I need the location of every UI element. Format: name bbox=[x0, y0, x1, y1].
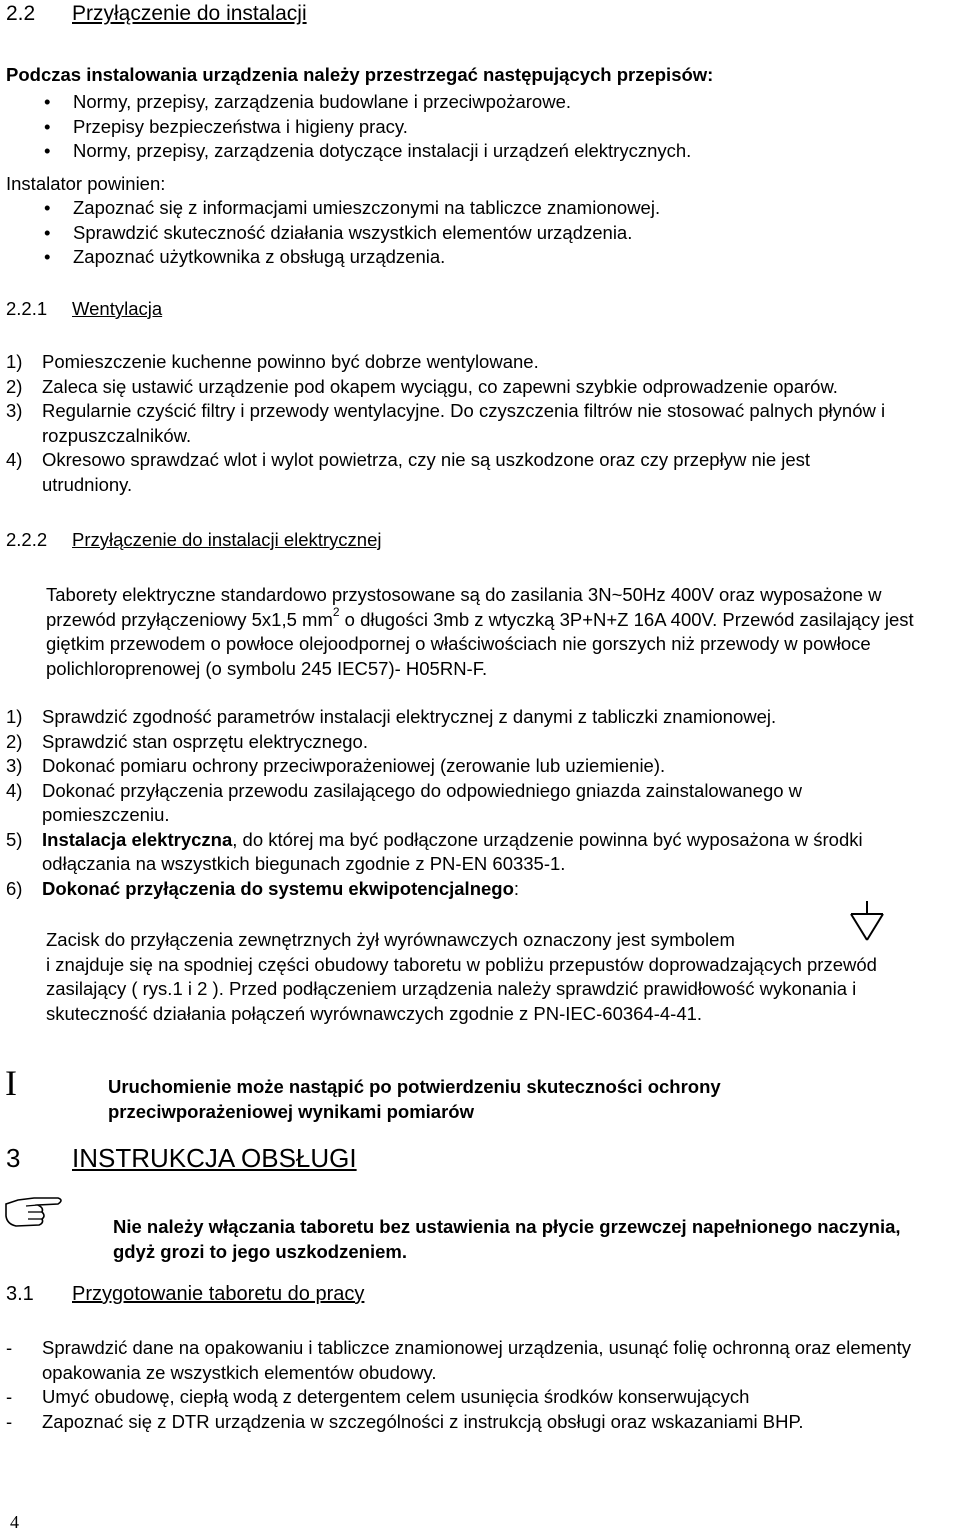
list-item: - Sprawdzić dane na opakowaniu i tabliczce znamionowej urządzenia, usunąć folię ochronną oraz elementy opakowania ze wszystkich elementów obudowy. bbox=[6, 1337, 911, 1383]
list-item: 2) Sprawdzić stan osprzętu elektrycznego. bbox=[6, 730, 368, 752]
warning-symbol: I bbox=[5, 1063, 17, 1103]
ventilation-list bbox=[6, 350, 950, 497]
section-number: 2.2.2 bbox=[6, 529, 48, 550]
list-item: • Sprawdzić skuteczność działania wszystkich elementów urządzenia. bbox=[6, 221, 950, 246]
pointing-hand-icon bbox=[4, 1190, 66, 1230]
regulations-list bbox=[6, 90, 950, 164]
electrical-paragraph: Taborety elektryczne standardowo przystosowane są do zasilania 3N~50Hz 400V oraz wyposażone w przewód przyłączeniowy 5x1,5 $mm^2$ o długości 3mb z wtyczką 3P+N+Z 16A 400V. Przewód zasilający jest giętkim przewodem o powłoce olejoodpornej o właściwościach nie gorszych niż przewody w powłoce polichloroprenowej (o symbolu 245 IEC57)- H05RN-F. bbox=[46, 584, 914, 679]
list-item: • Normy, przepisy, zarządzenia dotyczące instalacji i urządzeń elektrycznych. bbox=[6, 139, 950, 164]
list-item: 2) Zaleca się ustawić urządzenie pod okapem wyciągu, co zapewni szybkie odprowadzenie oparów. bbox=[6, 375, 838, 397]
list-item: - Umyć obudowę, ciepłą wodą z detergentem celem usunięcia środków konserwujących bbox=[6, 1386, 750, 1407]
list-item: - Zapoznać się z DTR urządzenia w szczególności z instrukcją obsługi oraz wskazaniami BHP. bbox=[6, 1410, 804, 1432]
list-item: 3) Dokonać pomiaru ochrony przeciwporażeniowej (zerowanie lub uziemienie). bbox=[6, 755, 666, 776]
installer-list bbox=[6, 196, 950, 270]
list-item: • Normy, przepisy, zarządzenia budowlane i przeciwpożarowe. bbox=[6, 90, 950, 115]
preparation-list bbox=[6, 1336, 950, 1434]
section-number: 2.2 bbox=[6, 2, 36, 25]
list-item: 6) Dokonać przyłączenia do systemu ekwipotencjalnego: bbox=[6, 877, 520, 899]
list-item: • Przepisy bezpieczeństwa i higieny pracy. bbox=[6, 115, 950, 140]
section-number: 3 bbox=[6, 1143, 21, 1173]
list-item: 1) Sprawdzić zgodność parametrów instalacji elektrycznej z danymi z tabliczki znamionowej. bbox=[6, 706, 777, 727]
section-heading-2-2-2 bbox=[6, 528, 950, 553]
section-title: INSTRUKCJA OBSŁUGI bbox=[72, 1143, 357, 1173]
section-title: Przygotowanie taboretu do pracy bbox=[72, 1283, 365, 1305]
section-heading-3-1 bbox=[6, 1282, 950, 1307]
section-heading-2-2 bbox=[6, 1, 950, 27]
list-item: • Zapoznać się z informacjami umieszczonymi na tabliczce znamionowej. bbox=[6, 196, 950, 221]
list-item: 4) Okresowo sprawdzać wlot i wylot powietrza, czy nie są uszkodzone oraz czy przepływ nie jest utrudniony. bbox=[6, 449, 811, 495]
list-item: 3) Regularnie czyścić filtry i przewody wentylacyjne. Do czyszczenia filtrów nie stosować palnych płynów i rozpuszczalników. bbox=[6, 400, 886, 446]
warning-text: Uruchomienie może nastąpić po potwierdzeniu skuteczności ochrony przeciwporażeniowej wynikami pomiarów bbox=[108, 1076, 721, 1122]
section-heading-2-2-1 bbox=[6, 297, 950, 322]
electrical-steps bbox=[6, 705, 950, 901]
list-item: 5) Instalacja elektryczna, do której ma być podłączone urządzenie powinna być wyposażona w środki odłączania na wszystkich biegunach zgodnie z PN-EN 60335-1. bbox=[6, 828, 863, 874]
list-item: 4) Dokonać przyłączenia przewodu zasilającego do odpowiedniego gniazda zainstalowanego w pomieszczeniu. bbox=[6, 779, 803, 825]
section-number: 2.2.1 bbox=[6, 298, 48, 319]
equipotential-paragraph: Zacisk do przyłączenia zewnętrznych żył wyrównawczych oznaczony jest symbolem i znajduje się na spodniej części obudowy taboretu w pobliżu przepustów doprowadzających przewód zasilający ( rys.1 i 2 ). Przed podłączeniem urządzenia należy sprawdzić prawidłowość wykonania i skuteczność działania połączeń wyrównawczych zgodnie z PN-IEC-60364-4-41. bbox=[46, 929, 877, 1024]
section-title: Przyłączenie do instalacji elektrycznej bbox=[72, 529, 382, 550]
intro-text: Podczas instalowania urządzenia należy przestrzegać następujących przepisów: bbox=[6, 64, 714, 85]
page-number: 4 bbox=[10, 1512, 19, 1532]
section-number: 3.1 bbox=[6, 1283, 34, 1305]
section-heading-3 bbox=[6, 1143, 950, 1173]
section-title: Wentylacja bbox=[72, 298, 163, 319]
section-title: Przyłączenie do instalacji bbox=[72, 2, 307, 25]
installer-heading: Instalator powinien: bbox=[6, 173, 166, 194]
list-item: • Zapoznać użytkownika z obsługą urządzenia. bbox=[6, 245, 950, 270]
list-item: 1) Pomieszczenie kuchenne powinno być dobrze wentylowane. bbox=[6, 351, 539, 372]
note-text: Nie należy włączania taboretu bez ustawienia na płycie grzewczej napełnionego naczynia, gdyż grozi to jego uszkodzeniem. bbox=[113, 1216, 901, 1262]
